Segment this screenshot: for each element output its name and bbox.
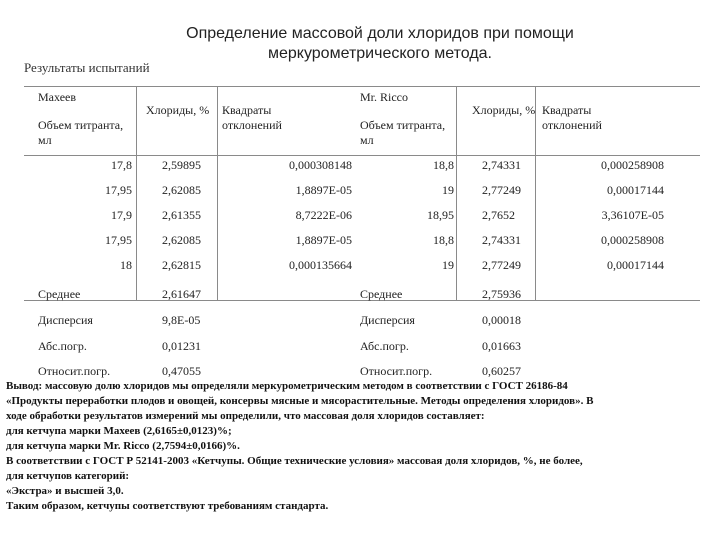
cell-squares-left: 0,000135664	[289, 258, 352, 272]
cell-chlorides-right: 2,77249	[482, 183, 521, 197]
conclusion-line: для кетчупов категорий:	[6, 470, 130, 482]
cell-chlorides-left: 2,62085	[162, 183, 201, 197]
conclusion-text	[6, 379, 716, 514]
stat-value-left: 0,47055	[162, 364, 201, 378]
cell-squares-left: 1,8897E-05	[295, 183, 352, 197]
stat-label-right: Относит.погр.	[360, 364, 433, 378]
conclusion-line: Таким образом, кетчупы соответствуют требованиям стандарта.	[6, 500, 329, 512]
conclusion-line: Вывод: массовую долю хлоридов мы определяли меркурометрическим методом в соответствии с ГОСТ 26186-84	[6, 380, 568, 392]
col-squares-right: Квадраты отклонений	[542, 103, 602, 132]
table-divider	[217, 86, 218, 300]
title-line-1: Определение массовой доли хлоридов при помощи	[186, 25, 574, 42]
stat-label-right: Дисперсия	[360, 313, 415, 327]
cell-volume-left: 17,95	[105, 233, 132, 247]
conclusion-line: для кетчупа марки Mr. Ricco (2,7594±0,0166)%.	[6, 440, 240, 452]
table-rule	[24, 155, 700, 156]
cell-squares-right: 0,000258908	[601, 158, 664, 172]
cell-volume-right: 18,8	[433, 158, 454, 172]
col-chlorides-left: Хлориды, %	[146, 103, 210, 117]
cell-volume-right: 19	[442, 258, 454, 272]
cell-volume-left: 17,95	[105, 183, 132, 197]
stat-value-right: 0,60257	[482, 364, 521, 378]
stat-value-left: 0,01231	[162, 339, 201, 353]
results-subtitle: Результаты испытаний	[24, 60, 150, 75]
conclusion-line: В соответствии с ГОСТ Р 52141-2003 «Кетчупы. Общие технические условия» массовая доля хлоридов, %, не более,	[6, 455, 583, 467]
cell-volume-left: 18	[120, 258, 132, 272]
table-divider	[535, 86, 536, 300]
cell-squares-right: 3,36107E-05	[601, 208, 664, 222]
cell-squares-left: 8,7222E-06	[295, 208, 352, 222]
cell-volume-right: 18,95	[427, 208, 454, 222]
conclusion-line: «Экстра» и высшей 3,0.	[6, 485, 124, 497]
cell-squares-right: 0,000258908	[601, 233, 664, 247]
cell-squares-right: 0,00017144	[607, 258, 664, 272]
stat-value-right: 0,00018	[482, 313, 521, 327]
col-volume-right: Объем титранта, мл	[360, 118, 446, 147]
stat-label-left: Среднее	[38, 287, 81, 301]
stat-value-left: 9,8E-05	[162, 313, 201, 327]
stat-label-left: Дисперсия	[38, 313, 93, 327]
cell-chlorides-right: 2,74331	[482, 233, 521, 247]
cell-chlorides-right: 2,74331	[482, 158, 521, 172]
col-chlorides-right: Хлориды, %	[472, 103, 536, 117]
cell-volume-left: 17,9	[111, 208, 132, 222]
cell-chlorides-right: 2,77249	[482, 258, 521, 272]
cell-volume-left: 17,8	[111, 158, 132, 172]
col-volume-left: Объем титранта, мл	[38, 118, 124, 147]
cell-chlorides-left: 2,61355	[162, 208, 201, 222]
cell-squares-right: 0,00017144	[607, 183, 664, 197]
table-rule	[24, 86, 700, 87]
conclusion-line: ходе обработки результатов измерений мы определили, что массовая доля хлоридов составляет:	[6, 410, 485, 422]
stat-label-right: Абс.погр.	[360, 339, 409, 353]
stat-label-left: Относит.погр.	[38, 364, 111, 378]
stat-value-right: 0,01663	[482, 339, 521, 353]
conclusion-line: «Продукты переработки плодов и овощей, консервы мясные и мясорастительные. Методы определения хлоридов». В	[6, 395, 594, 407]
sample-name-right: Mr. Ricco	[360, 90, 408, 104]
cell-volume-right: 18,8	[433, 233, 454, 247]
cell-squares-left: 1,8897E-05	[295, 233, 352, 247]
cell-volume-right: 19	[442, 183, 454, 197]
table-divider	[456, 86, 457, 300]
conclusion-line: для кетчупа марки Махеев (2,6165±0,0123)%;	[6, 425, 232, 437]
cell-chlorides-left: 2,62085	[162, 233, 201, 247]
cell-chlorides-right: 2,7652	[482, 208, 515, 222]
col-squares-left: Квадраты отклонений	[222, 103, 282, 132]
stat-label-right: Среднее	[360, 287, 403, 301]
table-divider	[136, 86, 137, 300]
stat-label-left: Абс.погр.	[38, 339, 87, 353]
cell-chlorides-left: 2,62815	[162, 258, 201, 272]
cell-squares-left: 0,000308148	[289, 158, 352, 172]
page-title	[0, 24, 720, 64]
title-line-2: меркурометрического метода.	[267, 45, 492, 62]
sample-name-left: Махеев	[38, 90, 77, 104]
cell-chlorides-left: 2,59895	[162, 158, 201, 172]
stat-value-left: 2,61647	[162, 287, 201, 301]
stat-value-right: 2,75936	[482, 287, 521, 301]
